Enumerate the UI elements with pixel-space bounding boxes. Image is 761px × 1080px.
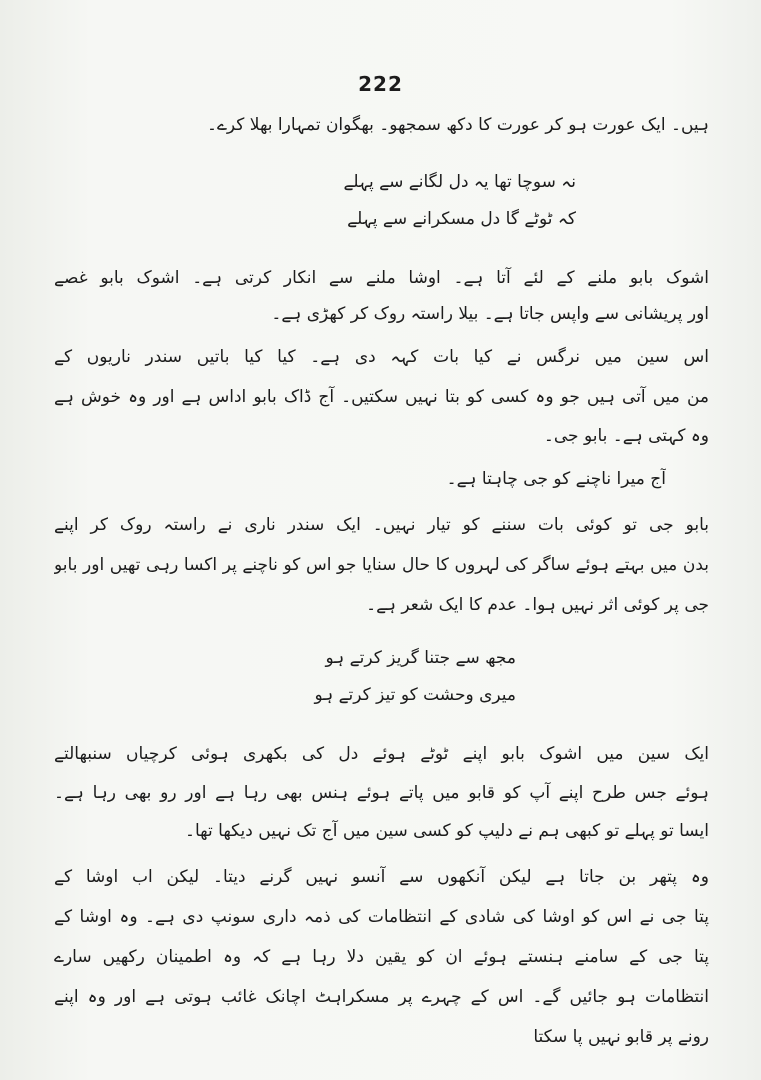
paragraph-line: اور پریشانی سے واپس جاتا ہے۔ بیلا راستہ روک کر کھڑی ہے۔ xyxy=(271,304,709,324)
paragraph-line: اس سین میں نرگس نے کیا بات کہہ دی ہے۔ کیا کیا باتیں سندر ناریوں کے xyxy=(54,347,709,367)
verse-line: کہ ٹوٹے گا دل مسکرانے سے پہلے xyxy=(347,209,576,229)
quote-line: آج میرا ناچنے کو جی چاہتا ہے۔ xyxy=(446,469,666,489)
paragraph-line: ایک سین میں اشوک بابو اپنے ٹوٹے ہوئے دل کی بکھری ہوئی کرچیاں سنبھالتے xyxy=(54,744,709,764)
paragraph-line: من میں آتی ہیں جو وہ کسی کو بتا نہیں سکتیں۔ آج ڈاک بابو اداس ہے اور وہ خوش ہے xyxy=(54,387,709,407)
page-number: 222 xyxy=(358,72,403,96)
paragraph-line: ہوئے جس طرح اپنے آپ کو قابو میں پاتے ہوئے ہنس بھی رہا ہے اور رو بھی رہا ہے۔ xyxy=(54,783,709,803)
paragraph-line: انتظامات ہو جائیں گے۔ اس کے چہرے پر مسکراہٹ اچانک غائب ہوتی ہے اور وہ اپنے xyxy=(54,987,709,1007)
paragraph-line: پتا جی کے سامنے ہنستے ہوئے ان کو یقین دلا رہا ہے کہ وہ اطمینان رکھیں سارے xyxy=(54,947,709,967)
paragraph-line: رونے پر قابو نہیں پا سکتا xyxy=(533,1027,709,1047)
paragraph-line: جی پر کوئی اثر نہیں ہوا۔ عدم کا ایک شعر ہے۔ xyxy=(366,595,709,615)
paragraph-line: بدن میں بہتے ہوئے ساگر کی لہروں کا حال سنایا جو اس کو ناچنے پر اکسا رہی تھیں اور بابو xyxy=(54,555,709,575)
paragraph-line: پتا جی نے اس کو اوشا کی شادی کے انتظامات کی ذمہ داری سونپ دی ہے۔ وہ اوشا کے xyxy=(54,907,709,927)
paragraph-line: ایسا تو پہلے تو کبھی ہم نے دلیپ کو کسی سین میں آج تک نہیں دیکھا تھا۔ xyxy=(185,821,709,841)
paragraph-line: وہ کہتی ہے۔ بابو جی۔ xyxy=(543,426,709,446)
verse-line: میری وحشت کو تیز کرتے ہو xyxy=(314,685,516,705)
verse-line: مجھ سے جتنا گریز کرتے ہو xyxy=(325,648,516,668)
paragraph-line: وہ پتھر بن جاتا ہے لیکن آنکھوں سے آنسو نہیں گرنے دیتا۔ لیکن اب اوشا کے xyxy=(54,867,709,887)
paragraph-line: بابو جی تو کوئی بات سننے کو تیار نہیں۔ ایک سندر ناری نے راستہ روک کر اپنے xyxy=(54,515,709,535)
verse-line: نہ سوچا تھا یہ دل لگانے سے پہلے xyxy=(343,172,576,192)
paragraph-line: اشوک بابو ملنے کے لئے آتا ہے۔ اوشا ملنے سے انکار کرتی ہے۔ اشوک بابو غصے xyxy=(54,268,709,288)
paragraph-line: ہیں۔ ایک عورت ہو کر عورت کا دکھ سمجھو۔ بھگوان تمہارا بھلا کرے۔ xyxy=(207,115,709,135)
